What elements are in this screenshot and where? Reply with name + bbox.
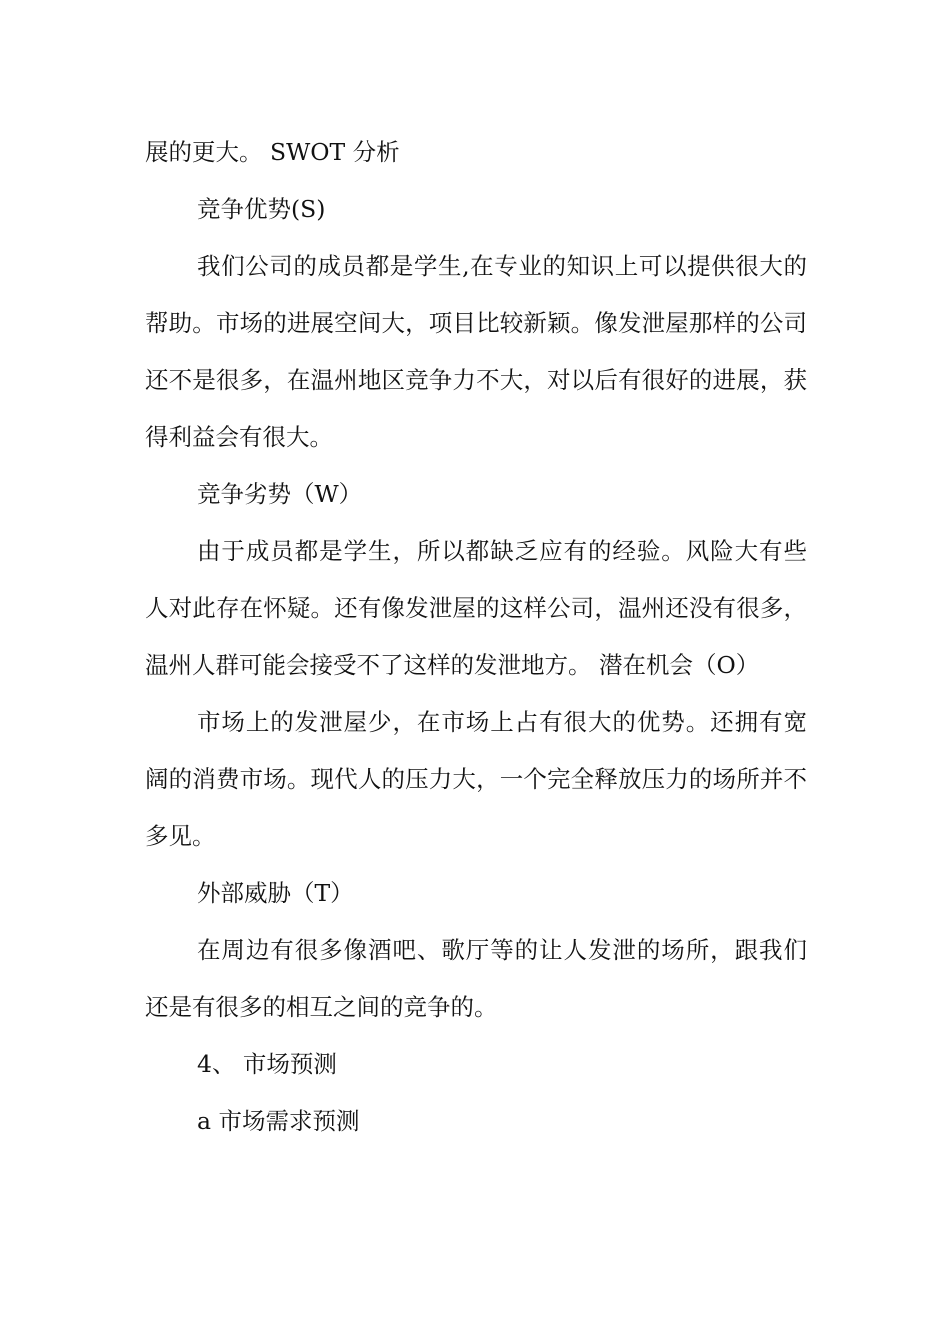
heading-strengths: 竞争优势(S)	[197, 195, 326, 223]
paragraph-threats: 在周边有很多像酒吧、歌厅等的让人发泄的场所，跟我们还是有很多的相互之间的竞争的。	[145, 936, 807, 1021]
paragraph-weaknesses: 由于成员都是学生，所以都缺乏应有的经验。风险大有些人对此存在怀疑。还有像发泄屋的这样公司，温州还没有很多，温州人群可能会接受不了这样的发泄地方。 潜在机会（O）	[145, 537, 807, 679]
heading-weaknesses: 竞争劣势（W）	[197, 480, 363, 508]
paragraph-opportunities: 市场上的发泄屋少，在市场上占有很大的优势。还拥有宽阔的消费市场。现代人的压力大，一个完全释放压力的场所并不多见。	[145, 708, 807, 850]
paragraph-swot-intro: 展的更大。 SWOT 分析	[145, 138, 400, 166]
document-body	[145, 124, 807, 1150]
heading-threats: 外部威胁（T）	[197, 879, 354, 907]
heading-demand-forecast: a 市场需求预测	[197, 1107, 360, 1135]
paragraph-strengths: 我们公司的成员都是学生,在专业的知识上可以提供很大的帮助。市场的进展空间大，项目比较新颖。像发泄屋那样的公司还不是很多，在温州地区竞争力不大，对以后有很好的进展，获得利益会有很大。	[145, 252, 807, 451]
heading-market-forecast: 4、 市场预测	[197, 1050, 337, 1078]
